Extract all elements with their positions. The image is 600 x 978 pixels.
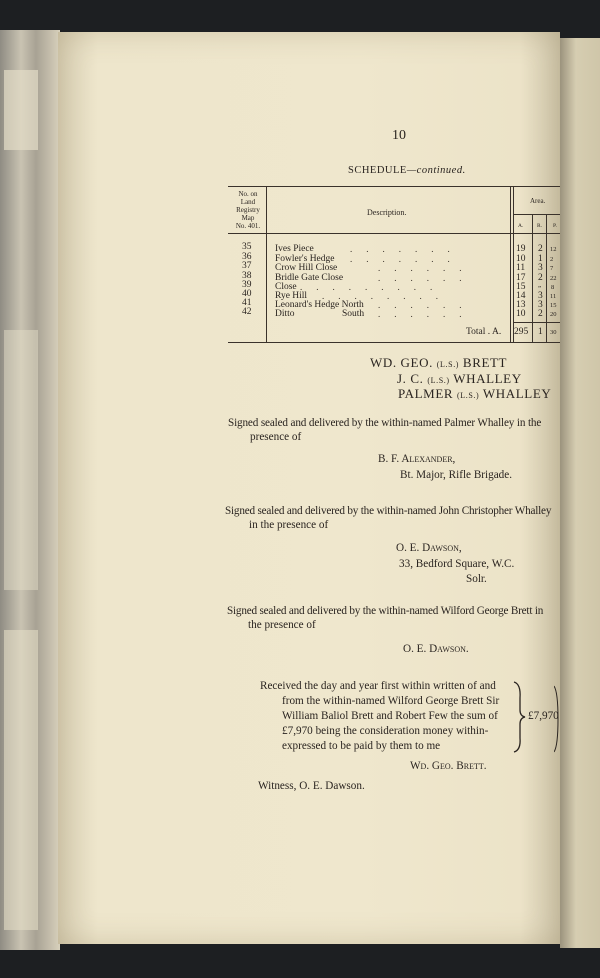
receipt-line: William Baliol Brett and Robert Few the sum of (282, 710, 498, 722)
witness-dawson-title: Solr. (466, 573, 487, 585)
witness-alexander: B. F. Alexander, (378, 453, 456, 465)
amount-brace (554, 684, 560, 754)
header-unit-roods: R. (537, 223, 543, 229)
witness-alexander-detail: Bt. Major, Rifle Brigade. (400, 469, 513, 481)
facing-page-edge (560, 38, 600, 948)
signature-j-c-whalley: J. C. (L.S.) WHALLEY (397, 371, 522, 386)
total-perches: 30 (550, 329, 557, 336)
attestation-palmer-line1: Signed sealed and delivered by the within-named Palmer Whalley in the (228, 417, 542, 429)
total-label: Total . A. (466, 327, 502, 337)
header-description: Description. (367, 208, 407, 217)
receipt-amount: £7,970 (528, 710, 559, 722)
receipt-brace (512, 680, 526, 754)
total-roods: 1 (538, 327, 543, 337)
witness-dawson-2: O. E. Dawson. (403, 643, 469, 655)
receipt-line: expressed to be paid by them to me (282, 740, 441, 752)
total-rule (514, 322, 560, 323)
attestation-wilford-line2: the presence of (248, 619, 316, 631)
attestation-wilford-line1: Signed sealed and delivered by the within-named Wilford George Brett in (227, 605, 544, 617)
book-left-edges (0, 30, 60, 950)
schedule-title: SCHEDULE—continued. (348, 165, 466, 176)
header-unit-acres: A. (518, 223, 524, 229)
table-divider (510, 186, 511, 342)
table-divider (266, 186, 267, 342)
receipt-witness: Witness, O. E. Dawson. (258, 780, 365, 792)
signature-brett: WD. GEO. (L.S.) BRETT (370, 355, 508, 370)
receipt-line: Received the day and year first within written of and (260, 680, 496, 692)
attestation-john-line1: Signed sealed and delivered by the within-named John Christopher Whalley (225, 505, 552, 517)
receipt-line: from the within-named Wilford George Brett Sir (282, 695, 500, 707)
total-acres: 295 (514, 327, 529, 337)
signature-palmer-whalley: PALMER (L.S.) WHALLEY (398, 386, 552, 401)
receipt-signature: Wd. Geo. Brett. (410, 760, 487, 772)
attestation-john-line2: in the presence of (249, 519, 329, 531)
area-subheader-rule (514, 214, 560, 215)
header-area: Area. (530, 197, 546, 205)
receipt-line: £7,970 being the consideration money within- (282, 725, 489, 737)
document-page (58, 32, 560, 944)
table-bottom-rule (228, 342, 560, 343)
witness-dawson: O. E. Dawson, (396, 542, 462, 554)
header-unit-perches: P. (553, 223, 557, 229)
page-number: 10 (392, 128, 406, 143)
attestation-palmer-line2: presence of (250, 431, 302, 443)
table-divider (513, 186, 514, 342)
header-map-number: No. on Land Registry Map No. 401. (235, 190, 261, 230)
witness-dawson-address: 33, Bedford Square, W.C. (399, 558, 515, 570)
